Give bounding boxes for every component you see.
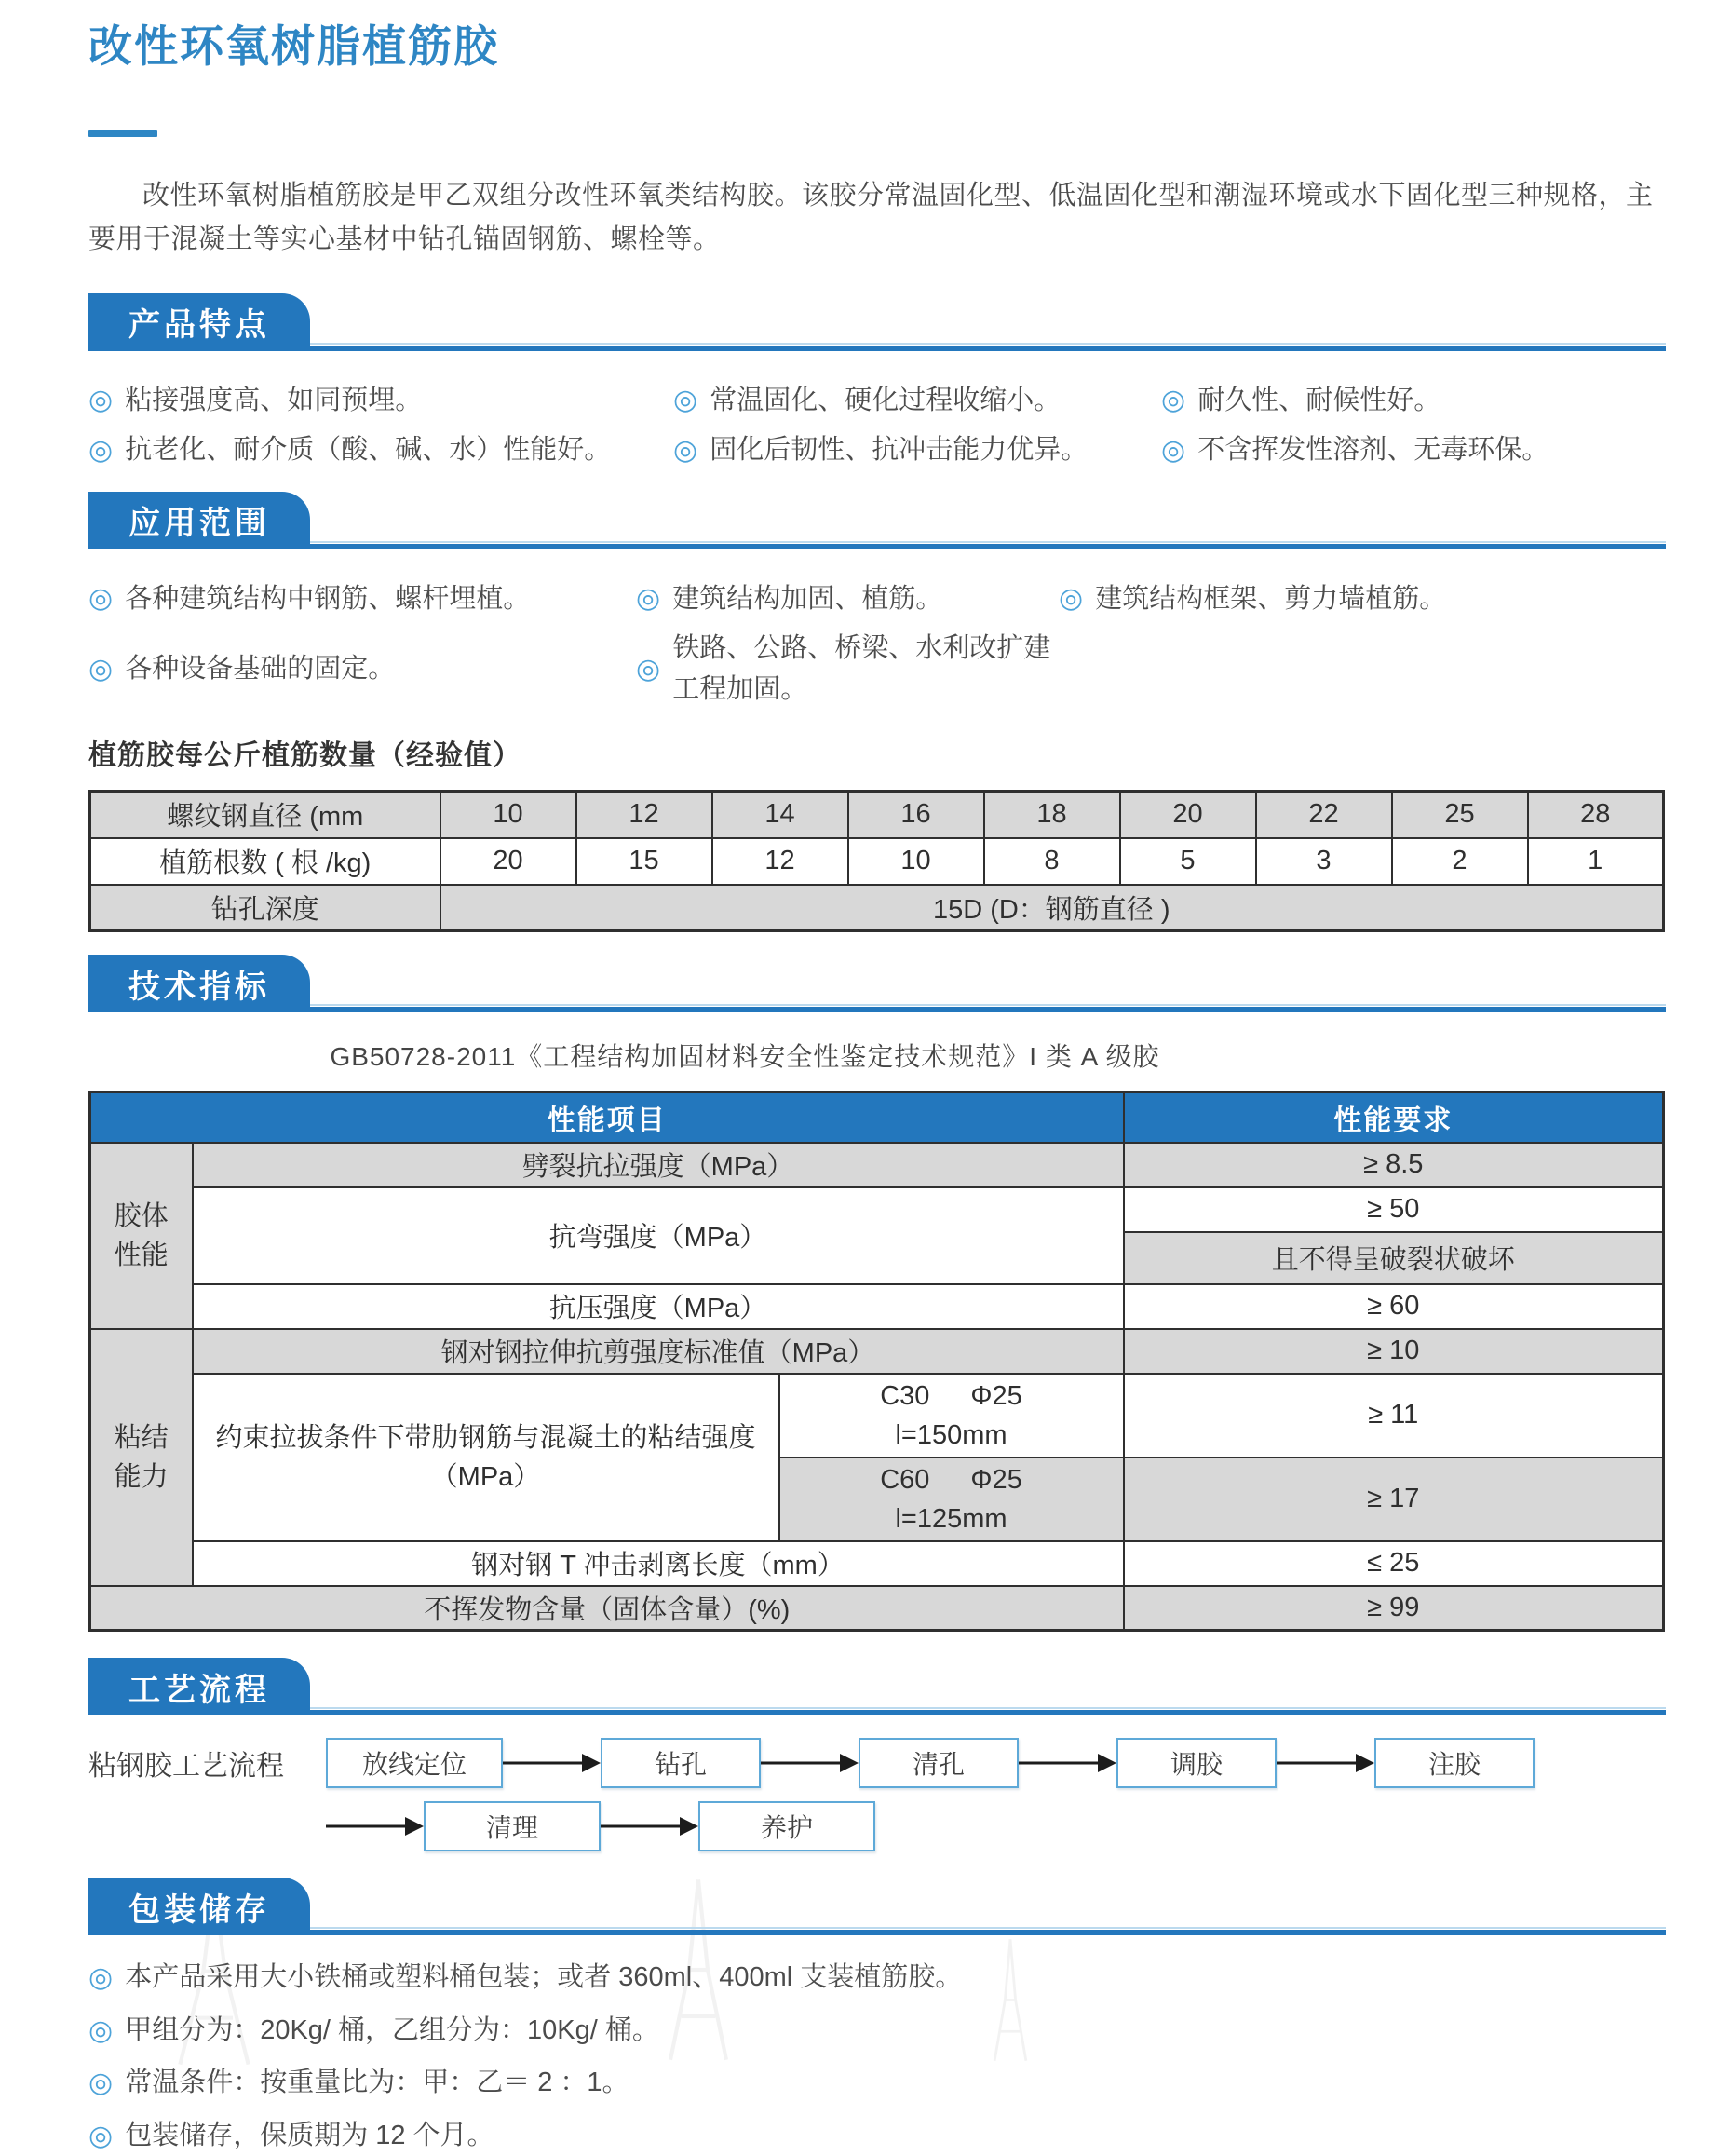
cell: 8 [984, 838, 1120, 885]
arrow-right-icon [1277, 1753, 1374, 1773]
list-item [1059, 579, 1666, 620]
cell: 12 [576, 792, 712, 838]
rebar-table-title: 植筋胶每公斤植筋数量（经验值） [88, 740, 521, 772]
row-label: 植筋根数 ( 根 /kg) [90, 838, 440, 885]
requirement-cell: ≥ 10 [1124, 1329, 1664, 1374]
flow-step: 钻孔 [601, 1738, 761, 1788]
bullseye-icon: ◎ [88, 583, 114, 615]
list-item-text: 耐久性、耐候性好。 [1197, 385, 1441, 415]
requirement-cell: ≤ 25 [1124, 1541, 1664, 1586]
arrow-right-icon [503, 1753, 601, 1773]
table-header-row [90, 1092, 1664, 1143]
list-item [636, 629, 1059, 710]
list-item [1161, 430, 1666, 471]
list-item-text: 包装储存，保质期为 12 个月。 [125, 2120, 494, 2150]
list-item [673, 430, 1161, 471]
list-item [88, 1958, 1666, 1999]
bullseye-icon: ◎ [673, 385, 698, 416]
row-label: 螺纹钢直径 (mm [90, 792, 440, 838]
bullseye-icon: ◎ [636, 653, 661, 685]
table-row [90, 885, 1664, 931]
section-badge-packaging: 包装储存 [88, 1878, 310, 1935]
list-item [673, 381, 1161, 422]
bullseye-icon: ◎ [88, 1962, 114, 1994]
list-item-text: 粘接强度高、如同预埋。 [125, 385, 423, 415]
condition-cell: C30 Φ25 l=150mm [779, 1374, 1124, 1458]
cell: 14 [712, 792, 848, 838]
section-rule [88, 346, 1666, 351]
property-cell: 钢对钢拉伸抗剪强度标准值（MPa） [193, 1329, 1124, 1374]
bullseye-icon: ◎ [88, 2120, 114, 2151]
requirement-cell: ≥ 99 [1124, 1586, 1664, 1631]
list-item [88, 430, 673, 471]
cell: 20 [1120, 792, 1256, 838]
column-header: 性能项目 [90, 1092, 1124, 1143]
flow-step: 清孔 [859, 1738, 1019, 1788]
list-item-text: 不含挥发性溶剂、无毒环保。 [1197, 435, 1549, 466]
flowchart-label: 粘钢胶工艺流程 [88, 1751, 284, 1783]
cell: 12 [712, 838, 848, 885]
section-badge-features: 产品特点 [88, 293, 310, 351]
section-header-process [88, 1658, 1666, 1715]
list-item-text: 常温固化、硬化过程收缩小。 [710, 385, 1062, 415]
applications-list [88, 579, 1666, 711]
requirement-cell: 且不得呈破裂状破坏 [1124, 1232, 1664, 1284]
bullseye-icon: ◎ [88, 2068, 114, 2099]
requirement-cell: ≥ 50 [1124, 1187, 1664, 1232]
arrow-right-icon [1019, 1753, 1116, 1773]
tech-standard-caption: GB50728-2011《工程结构加固材料安全性鉴定技术规范》I 类 A 级胶 [330, 1042, 1160, 1072]
condition-cell: C60 Φ25 l=125mm [779, 1458, 1124, 1541]
section-rule [88, 1007, 1666, 1012]
requirement-cell: ≥ 8.5 [1124, 1143, 1664, 1187]
property-cell: 抗压强度（MPa） [193, 1284, 1124, 1329]
flow-step: 注胶 [1374, 1738, 1535, 1788]
section-header-features [88, 293, 1666, 351]
property-cell: 钢对钢 T 冲击剥离长度（mm） [193, 1541, 1124, 1586]
flow-step: 调胶 [1116, 1738, 1277, 1788]
arrow-right-icon [601, 1816, 698, 1837]
cell: 10 [848, 838, 984, 885]
tech-spec-table [88, 1091, 1665, 1632]
features-list [88, 381, 1666, 471]
rebar-quantity-table [88, 790, 1665, 932]
requirement-cell: ≥ 60 [1124, 1284, 1664, 1329]
property-cell: 抗弯强度（MPa） [193, 1187, 1124, 1284]
cell: 16 [848, 792, 984, 838]
property-cell: 不挥发物含量（固体含量）(%) [90, 1586, 1124, 1631]
cell: 25 [1392, 792, 1528, 838]
table-row [90, 1143, 1664, 1187]
cell: 5 [1120, 838, 1256, 885]
property-cell: 劈裂抗拉强度（MPa） [193, 1143, 1124, 1187]
flow-step: 放线定位 [326, 1738, 503, 1788]
table-row [90, 1329, 1664, 1374]
list-item-text: 固化后韧性、抗冲击能力优异。 [710, 435, 1089, 466]
list-item-text: 各种设备基础的固定。 [125, 653, 396, 684]
list-item [88, 381, 673, 422]
property-cell: 约束拉拔条件下带肋钢筋与混凝土的粘结强度 （MPa） [193, 1374, 779, 1541]
list-item-text: 常温条件：按重量比为：甲：乙＝ 2 ：1。 [125, 2068, 629, 2098]
cell: 15 [576, 838, 712, 885]
cell: 18 [984, 792, 1120, 838]
cell: 28 [1528, 792, 1664, 838]
table-row [90, 1187, 1664, 1232]
list-item-text: 铁路、公路、桥梁、水利改扩建工程加固。 [672, 633, 1051, 704]
bullseye-icon: ◎ [673, 434, 698, 466]
section-header-tech [88, 955, 1666, 1012]
group-label: 粘结 能力 [90, 1329, 193, 1586]
section-badge-process: 工艺流程 [88, 1658, 310, 1715]
column-header: 性能要求 [1124, 1092, 1664, 1143]
cell: 3 [1256, 838, 1392, 885]
list-item [88, 2063, 1666, 2104]
bullseye-icon: ◎ [88, 385, 114, 416]
cell: 10 [440, 792, 576, 838]
table-row [90, 838, 1664, 885]
list-item [1161, 381, 1666, 422]
cell: 22 [1256, 792, 1392, 838]
table-row [90, 1541, 1664, 1586]
page-title: 改性环氧树脂植筋胶 [88, 21, 499, 71]
bullseye-icon: ◎ [1059, 583, 1084, 615]
group-label: 胶体 性能 [90, 1143, 193, 1329]
section-header-applications [88, 492, 1666, 549]
list-item-text: 建筑结构框架、剪力墙植筋。 [1095, 583, 1447, 614]
bullseye-icon: ◎ [1161, 434, 1186, 466]
flow-step: 养护 [698, 1801, 875, 1851]
cell: 15D (D：钢筋直径 ) [440, 885, 1664, 931]
arrow-right-icon [326, 1816, 424, 1837]
bullseye-icon: ◎ [636, 583, 661, 615]
section-rule [88, 544, 1666, 549]
bullseye-icon: ◎ [88, 653, 114, 685]
list-item [88, 629, 636, 710]
flowchart-row-2 [326, 1801, 1666, 1851]
list-item [88, 2011, 1666, 2052]
flowchart-row-1 [88, 1738, 1666, 1788]
list-item-text: 建筑结构加固、植筋。 [672, 583, 943, 614]
packaging-list [88, 1958, 1666, 2156]
table-row [90, 1586, 1664, 1631]
cell: 2 [1392, 838, 1528, 885]
requirement-cell: ≥ 17 [1124, 1458, 1664, 1541]
list-item [88, 2116, 1666, 2156]
title-accent-dash [88, 130, 157, 137]
section-badge-tech: 技术指标 [88, 955, 310, 1012]
cell: 20 [440, 838, 576, 885]
list-item-text: 抗老化、耐介质（酸、碱、水）性能好。 [125, 435, 612, 466]
section-rule [88, 1710, 1666, 1715]
list-item-text: 甲组分为：20Kg/ 桶，乙组分为：10Kg/ 桶。 [125, 2014, 659, 2045]
arrow-right-icon [761, 1753, 859, 1773]
bullseye-icon: ◎ [88, 434, 114, 466]
list-item-text: 各种建筑结构中钢筋、螺杆埋植。 [125, 583, 531, 614]
section-header-packaging [88, 1878, 1666, 1935]
bullseye-icon: ◎ [1161, 385, 1186, 416]
flow-step: 清理 [424, 1801, 601, 1851]
list-item [636, 579, 1059, 620]
section-badge-applications: 应用范围 [88, 492, 310, 549]
table-row [90, 1374, 1664, 1458]
table-row [90, 792, 1664, 838]
list-item [88, 579, 636, 620]
table-row [90, 1284, 1664, 1329]
requirement-cell: ≥ 11 [1124, 1374, 1664, 1458]
section-rule [88, 1930, 1666, 1935]
intro-paragraph: 改性环氧树脂植筋胶是甲乙双组分改性环氧类结构胶。该胶分常温固化型、低温固化型和潮湿环境或水下固化型三种规格，主要用于混凝土等实心基材中钻孔锚固钢筋、螺栓等。 [88, 180, 1654, 254]
bullseye-icon: ◎ [88, 2014, 114, 2046]
cell: 1 [1528, 838, 1664, 885]
list-item-text: 本产品采用大小铁桶或塑料桶包装；或者 360ml、400ml 支装植筋胶。 [125, 1962, 963, 1993]
row-label: 钻孔深度 [90, 885, 440, 931]
